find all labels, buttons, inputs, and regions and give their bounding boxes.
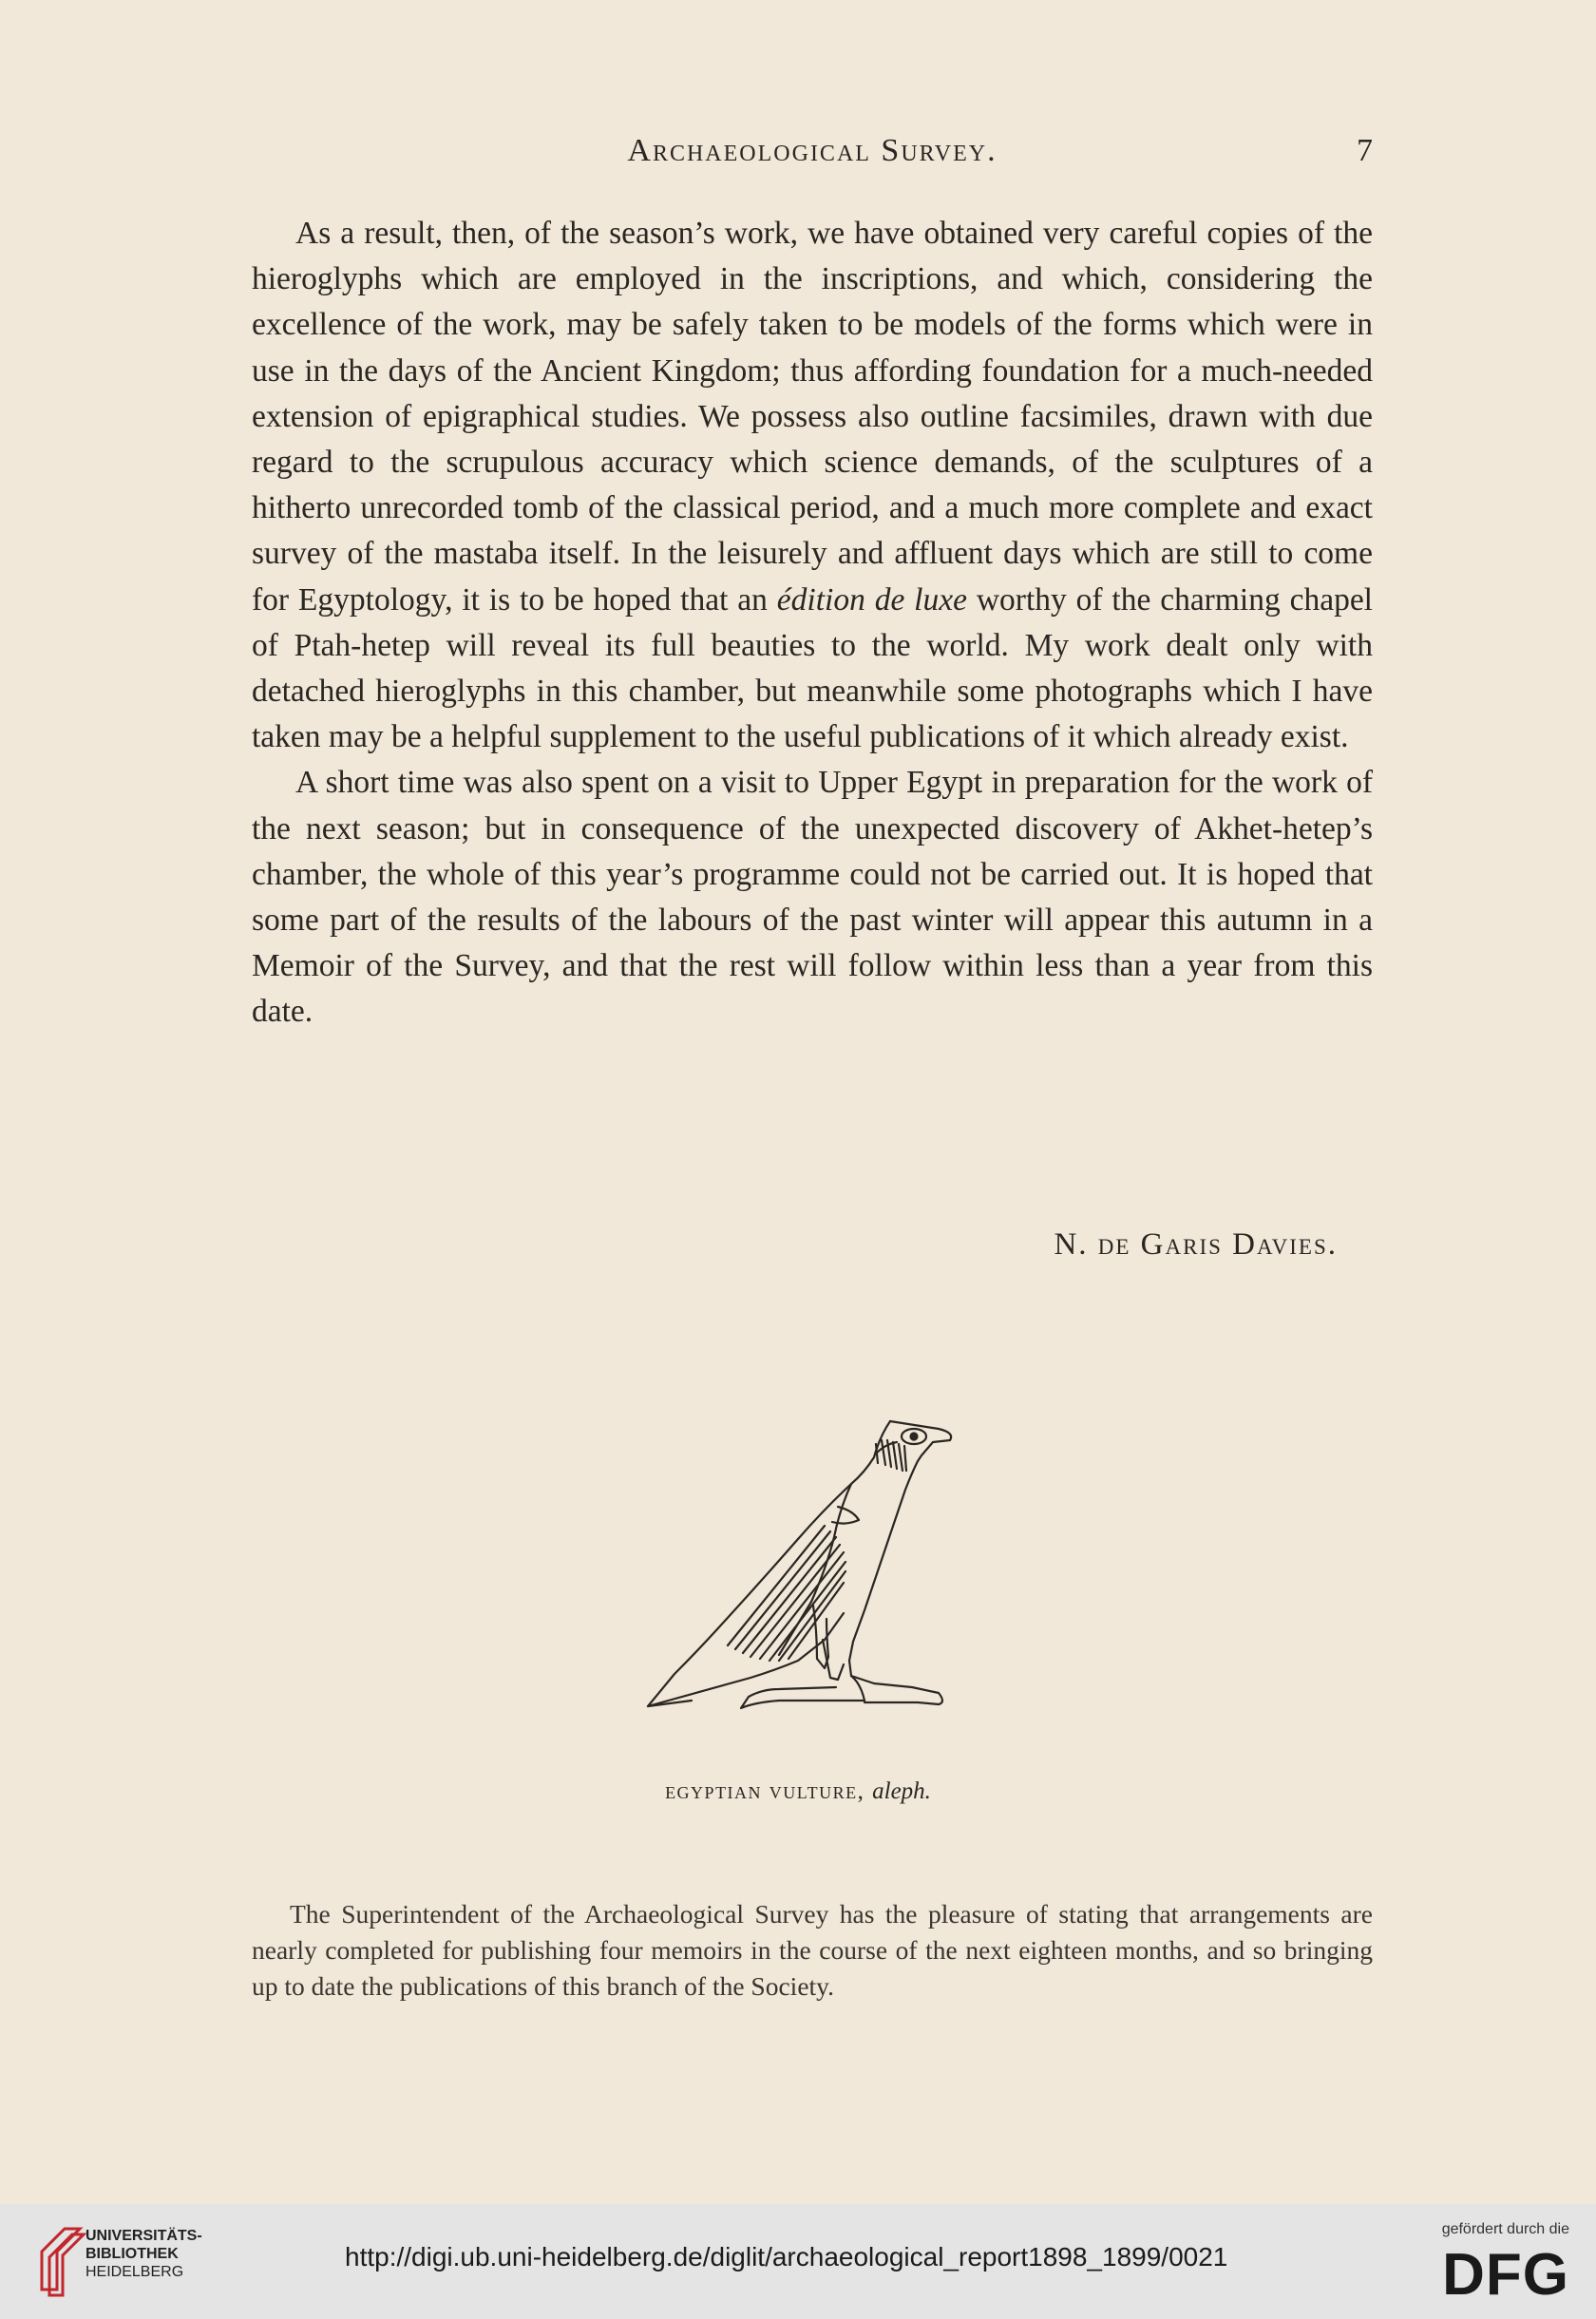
- digitization-footer: [0, 2204, 1596, 2319]
- source-url-link[interactable]: http://digi.ub.uni-heidelberg.de/diglit/archaeological_report1898_1899/0021: [345, 2242, 1228, 2271]
- footnote: [252, 1896, 1373, 2005]
- page-header: [252, 133, 1373, 181]
- page-number: 7: [1357, 133, 1373, 168]
- paragraph-1: [252, 211, 1373, 760]
- author-signature: N. de Garis Davies.: [1054, 1227, 1338, 1262]
- paragraph-1-text-a: As a result, then, of the season’s work, we have obtained very careful copies of the hieroglyphs which are employed in the inscriptions, and which, considering the excellence of the work, may be safely taken to be models of the forms which were in use in the days of the Ancient Kingdom; thus affording foundation for a much-needed extension of epigraphical studies. We possess also outline facsimiles, drawn with due regard to the scrupulous accuracy which science demands, of the sculptures of a hitherto unrecorded tomb of the classical period, and a much more complete and exact survey of the mastaba itself. In the leisurely and affluent days which are still to come for Egyptology, it is to be hoped that an: [252, 216, 1373, 618]
- paragraph-2: A short time was also spent on a visit to Upper Egypt in preparation for the work of the next season; but in consequence of the unexpected discovery of Akhet-hetep’s chamber, the whole of this year’s programme could not be carried out. It is hoped that some part of the results of the labours of the past winter will appear this autumn in a Memoir of the Survey, and that the rest will follow within less than a year from this date.: [252, 765, 1373, 1030]
- university-library-logo-icon: [36, 2223, 87, 2299]
- caption-italic: aleph.: [872, 1778, 931, 1804]
- egyptian-vulture-icon: [636, 1416, 998, 1748]
- dfg-logo: DFG: [1442, 2242, 1569, 2308]
- funded-by-label: gefördert durch die: [1441, 2221, 1569, 2237]
- figure-caption: [0, 1778, 1596, 1805]
- library-name-line-1: UNIVERSITÄTS-: [86, 2228, 202, 2244]
- library-name-line-2: BIBLIOTHEK: [86, 2246, 179, 2262]
- library-name: [86, 2227, 202, 2281]
- running-title: Archaeological Survey.: [627, 133, 998, 168]
- paragraph-1-italic: édition de luxe: [776, 581, 967, 618]
- footnote-text: The Superintendent of the Archaeological Survey has the pleasure of stating that arrangements are nearly completed for publishing four memoirs in the course of the next eighteen months, and so bringing up to date the publications of this branch of the Society.: [252, 1899, 1373, 2001]
- caption-text: egyptian vulture,: [665, 1778, 865, 1804]
- library-name-line-3: HEIDELBERG: [86, 2264, 184, 2280]
- main-text: [252, 211, 1373, 1036]
- paragraph-1-text-b: worthy of the charming chapel of Ptah-hetep will reveal its full beauties to the world. My work dealt only with detached hieroglyphs in this chamber, but meanwhile some photographs which I have taken may be a helpful supplement to the useful publications of it which already exist.: [252, 581, 1373, 755]
